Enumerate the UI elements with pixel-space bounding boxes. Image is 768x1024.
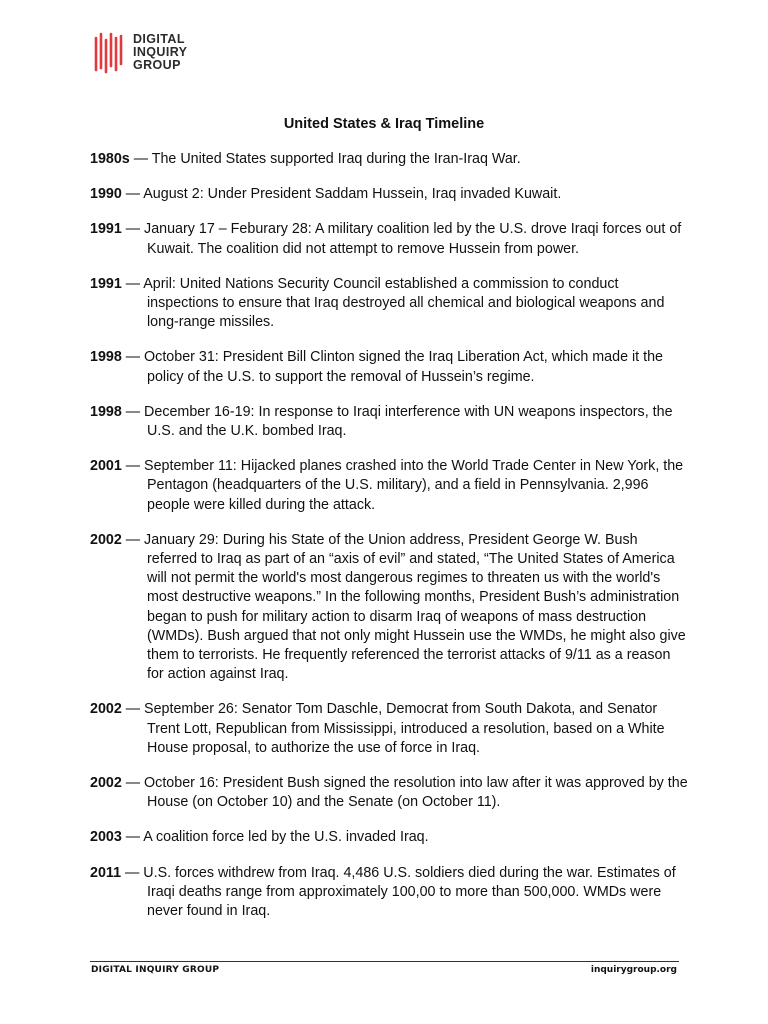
timeline-entry: [90, 828, 690, 847]
entry-year: 1990: [90, 186, 122, 203]
entry-text: — August 2: Under President Saddam Hussein, Iraq invaded Kuwait.: [121, 186, 562, 203]
document-title: United States & Iraq Timeline: [283, 116, 485, 132]
entry-text: — April: United Nations Security Council established a commission to conduct inspections to ensure that Iraq destroyed all chemical and biological weapons and long-range missiles.: [121, 275, 665, 331]
timeline-entry: [90, 457, 690, 515]
logo-line-1: DIGITAL: [133, 31, 185, 46]
timeline-entry: [90, 220, 690, 258]
entry-year: 1991: [90, 275, 122, 292]
digital-inquiry-group-logo-icon: [93, 30, 125, 74]
entry-year: 1980s: [90, 151, 130, 167]
timeline-entry: [90, 275, 690, 333]
logo-line-3: GROUP: [133, 57, 181, 72]
timeline-entry: [90, 150, 690, 169]
entry-year: 2002: [90, 701, 122, 718]
logo: [93, 30, 187, 74]
footer-website-link[interactable]: inquirygroup.org: [590, 965, 677, 975]
entry-text: — The United States supported Iraq during the Iran-Iraq War.: [129, 151, 521, 167]
timeline-entry: [90, 531, 690, 685]
entry-text: — December 16-19: In response to Iraqi interference with UN weapons inspectors, the U.S. and the U.K. bombed Iraq.: [121, 403, 673, 440]
entry-text: — U.S. forces withdrew from Iraq. 4,486 U.S. soldiers died during the war. Estimates of Iraqi deaths range from approximately 100,00 to more than 500,000. WMDs were never found in Iraq.: [121, 864, 676, 920]
timeline-entry: [90, 185, 690, 204]
logo-line-2: INQUIRY: [133, 44, 188, 59]
timeline-entry: [90, 864, 690, 922]
entry-year: 2002: [90, 531, 122, 548]
timeline-entry: [90, 774, 690, 812]
timeline-list: [90, 150, 690, 937]
entry-text: — January 17 – Feburary 28: A military coalition led by the U.S. drove Iraqi forces out of Kuwait. The coalition did not attempt to remove Hussein from power.: [121, 221, 682, 257]
timeline-entry: [90, 403, 690, 441]
timeline-entry: [90, 348, 690, 386]
timeline-entry: [90, 700, 690, 758]
entry-text: — October 16: President Bush signed the resolution into law after it was approved by the House (on October 10) and the Senate (on October 11).: [121, 775, 688, 811]
entry-text: — A coalition force led by the U.S. invaded Iraq.: [121, 829, 429, 846]
entry-year: 2011: [90, 864, 122, 881]
entry-year: 2002: [90, 775, 122, 792]
footer-organization: DIGITAL INQUIRY GROUP: [91, 965, 220, 975]
entry-year: 1991: [90, 221, 122, 238]
entry-year: 2001: [90, 458, 122, 475]
logo-wordmark: [133, 33, 187, 72]
entry-text: — September 11: Hijacked planes crashed into the World Trade Center in New York, the Pentagon (headquarters of the U.S. military), and a field in Pennsylvania. 2,996 people were killed during the attack.: [121, 458, 684, 513]
entry-year: 1998: [90, 403, 122, 420]
footer-divider: [90, 961, 679, 962]
entry-text: — January 29: During his State of the Union address, President George W. Bush referred to Iraq as part of an “axis of evil” and stated, “The United States of America will not permit the world's most dangerous regimes to threaten us with the world's most destructive weapons.” In the following months, President Bush’s administration began to push for military action to disarm Iraq of weapons of mass destruction (WMDs). Bush argued that not only might Hussein use the WMDs, he might also give them to terrorists. He frequently referenced the terrorist attacks of 9/11 as a reason for action against Iraq.: [121, 531, 686, 683]
entry-year: 1998: [90, 349, 122, 366]
entry-year: 2003: [90, 829, 122, 846]
entry-text: — October 31: President Bill Clinton signed the Iraq Liberation Act, which made it the policy of the U.S. to support the removal of Hussein’s regime.: [121, 349, 663, 385]
entry-text: — September 26: Senator Tom Daschle, Democrat from South Dakota, and Senator Trent Lott, Republican from Mississippi, introduced a resolution, based on a White House proposal, to authorize the use of force in Iraq.: [121, 701, 665, 756]
